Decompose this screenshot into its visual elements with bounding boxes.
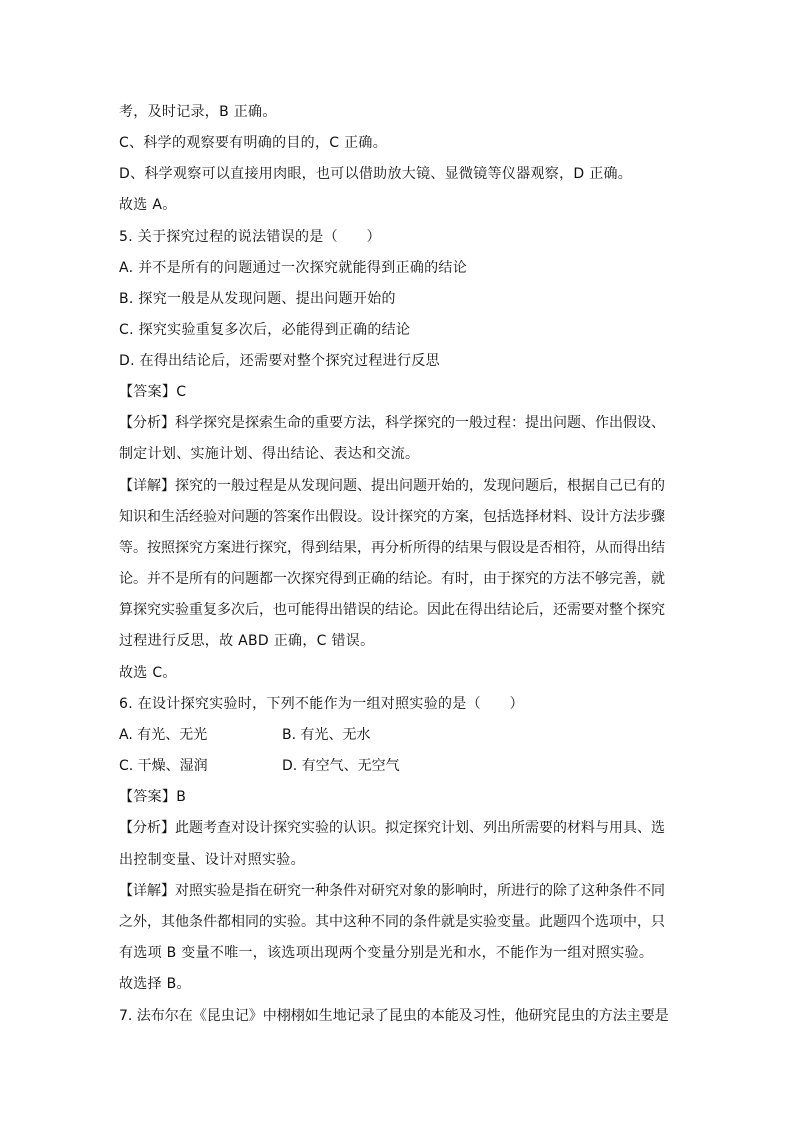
question-5-detail-line-2: 知识和生活经验对问题的答案作出假设。设计探究的方案，包括选择材料、设计方法步骤	[119, 509, 665, 525]
question-6-detail-line-3: 有选项 B 变量不唯一，该选项出现两个变量分别是光和水，不能作为一组对照实验。	[119, 945, 654, 961]
question-6-analysis-line-1: 【分析】此题考查对设计探究实验的认识。拟定探究计划、列出所需要的材料与用具、选	[119, 820, 665, 836]
question-5-conclusion: 故选 C。	[119, 665, 177, 681]
question-5-analysis-line-1: 【分析】科学探究是探索生命的重要方法，科学探究的一般过程：提出问题、作出假设、	[119, 415, 665, 431]
question-5-option-c: C. 探究实验重复多次后，必能得到正确的结论	[119, 322, 411, 338]
question-5-analysis-line-2: 制定计划、实施计划、得出结论、表达和交流。	[119, 446, 420, 462]
question-5-option-d: D. 在得出结论后，还需要对整个探究过程进行反思	[119, 353, 440, 369]
question-5-detail-line-4: 论。并不是所有的问题都一次探究得到正确的结论。有时，由于探究的方法不够完善，就	[119, 571, 665, 587]
prev-explanation-line-1: 考，及时记录，B 正确。	[119, 104, 277, 120]
question-6-detail-line-1: 【详解】对照实验是指在研究一种条件对研究对象的影响时，所进行的除了这种条件不同	[119, 883, 665, 899]
question-6-option-a: A. 有光、无光	[119, 727, 208, 743]
question-5-detail-line-1: 【详解】探究的一般过程是从发现问题、提出问题开始的，发现问题后，根据自己已有的	[119, 478, 665, 494]
prev-explanation-line-3: D、科学观察可以直接用肉眼，也可以借助放大镜、显微镜等仪器观察，D 正确。	[119, 166, 633, 182]
question-5-option-a: A. 并不是所有的问题通过一次探究就能得到正确的结论	[119, 260, 468, 276]
prev-conclusion: 故选 A。	[119, 197, 177, 213]
question-6-detail-line-2: 之外，其他条件都相同的实验。其中这种不同的条件就是实验变量。此题四个选项中，只	[119, 914, 665, 930]
question-5-detail-line-6: 过程进行反思，故 ABD 正确，C 错误。	[119, 633, 375, 649]
question-6-option-b: B. 有光、无水	[282, 727, 371, 743]
question-6-conclusion: 故选择 B。	[119, 976, 191, 992]
question-5-detail-line-3: 等。按照探究方案进行探究，得到结果，再分析所得的结果与假设是否相符，从而得出结	[119, 540, 665, 556]
question-6-option-d: D. 有空气、无空气	[282, 758, 400, 774]
question-6-option-c: C. 干燥、湿润	[119, 758, 208, 774]
question-5-answer: 【答案】C	[119, 384, 187, 400]
question-6-stem: 6. 在设计探究实验时，下列不能作为一组对照实验的是（ ）	[119, 696, 524, 712]
prev-explanation-line-2: C、科学的观察要有明确的目的，C 正确。	[119, 135, 387, 151]
question-5-detail-line-5: 算探究实验重复多次后，也可能得出错误的结论。因此在得出结论后，还需要对整个探究	[119, 602, 665, 618]
question-5-option-b: B. 探究一般是从发现问题、提出问题开始的	[119, 291, 396, 307]
question-7-stem: 7. 法布尔在《昆虫记》中栩栩如生地记录了昆虫的本能及习性，他研究昆虫的方法主要是	[119, 1008, 669, 1024]
question-5-stem: 5. 关于探究过程的说法错误的是（ ）	[119, 229, 381, 245]
question-6-answer: 【答案】B	[119, 789, 187, 805]
question-6-analysis-line-2: 出控制变量、设计对照实验。	[119, 852, 305, 868]
